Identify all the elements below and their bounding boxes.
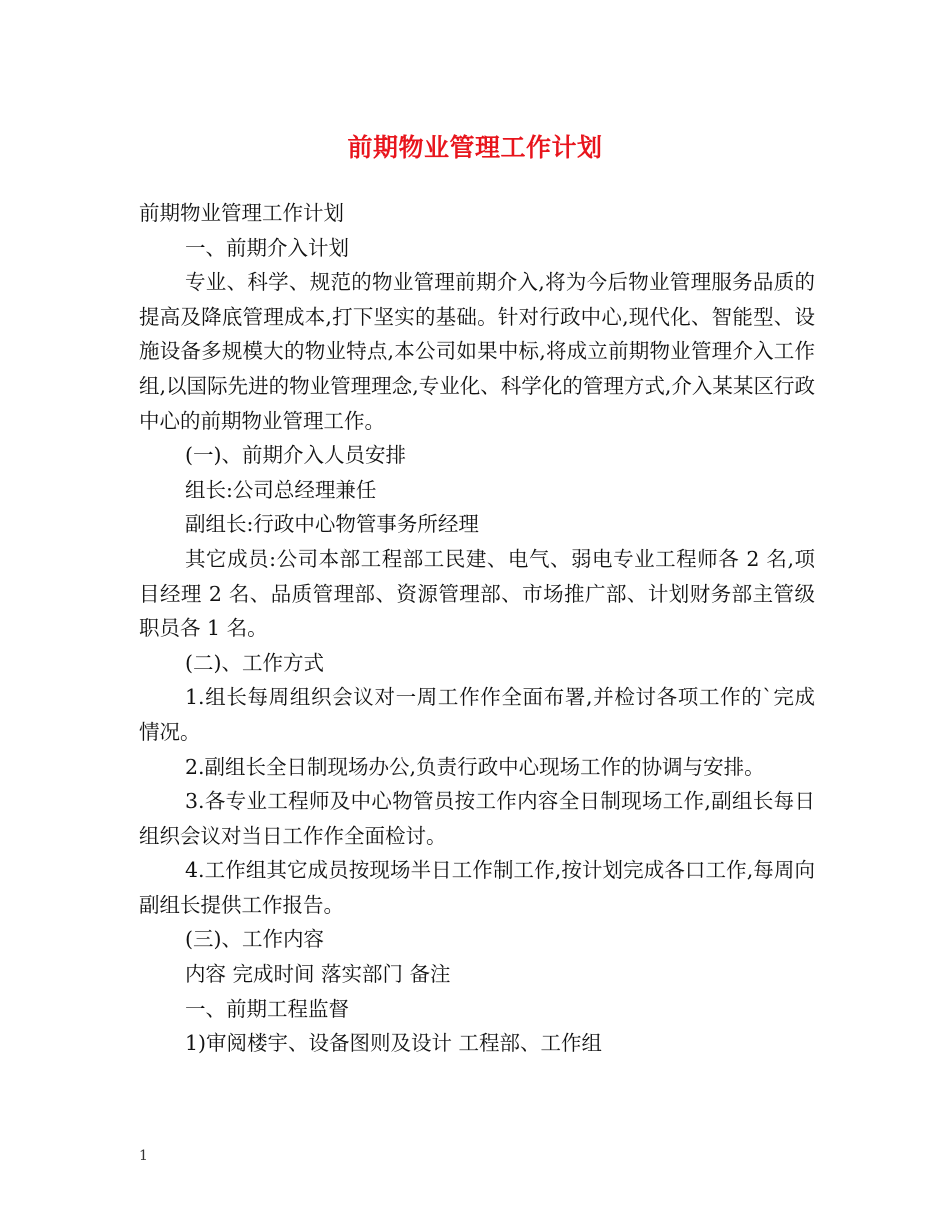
paragraph: 3.各专业工程师及中心物管员按工作内容全日制现场工作,副组长每日组织会议对当日工作作全面检讨。 xyxy=(139,789,815,848)
document-title: 前期物业管理工作计划 xyxy=(347,133,603,162)
paragraph: 1.组长每周组织会议对一周工作作全面布署,并检讨各项工作的`完成情况。 xyxy=(139,685,815,744)
paragraph: 组长:公司总经理兼任 xyxy=(185,477,377,502)
paragraph: 1)审阅楼宇、设备图则及设计 工程部、工作组 xyxy=(185,1031,603,1056)
paragraph: 专业、科学、规范的物业管理前期介入,将为今后物业管理服务品质的提高及降底管理成本,打下坚实的基础。针对行政中心,现代化、智能型、设施设备多规模大的物业特点,本公司如果中标,将成立前期物业管理介入工作组,以国际先进的物业管理理念,专业化、科学化的管理方式,介入某某区行政中心的前期物业管理工作。 xyxy=(139,270,815,433)
paragraph: 前期物业管理工作计划 xyxy=(139,201,344,225)
paragraph: 2.副组长全日制现场办公,负责行政中心现场工作的协调与安排。 xyxy=(185,754,765,779)
paragraph: 4.工作组其它成员按现场半日工作制工作,按计划完成各口工作,每周向副组长提供工作报告。 xyxy=(139,858,815,917)
paragraph: 副组长:行政中心物管事务所经理 xyxy=(185,512,479,537)
paragraph: (二)、工作方式 xyxy=(185,650,324,675)
paragraph: (三)、工作内容 xyxy=(185,927,324,952)
document-body xyxy=(139,196,815,1061)
paragraph: 其它成员:公司本部工程部工民建、电气、弱电专业工程师各 2 名,项目经理 2 名、品质管理部、资源管理部、市场推广部、计划财务部主管级职员各 1 名。 xyxy=(139,546,815,641)
paragraph: 一、前期介入计划 xyxy=(185,235,349,260)
page-number: 1 xyxy=(139,1148,148,1164)
paragraph: 一、前期工程监督 xyxy=(185,996,349,1021)
paragraph: (一)、前期介入人员安排 xyxy=(185,443,406,468)
paragraph: 内容 完成时间 落实部门 备注 xyxy=(185,962,451,987)
